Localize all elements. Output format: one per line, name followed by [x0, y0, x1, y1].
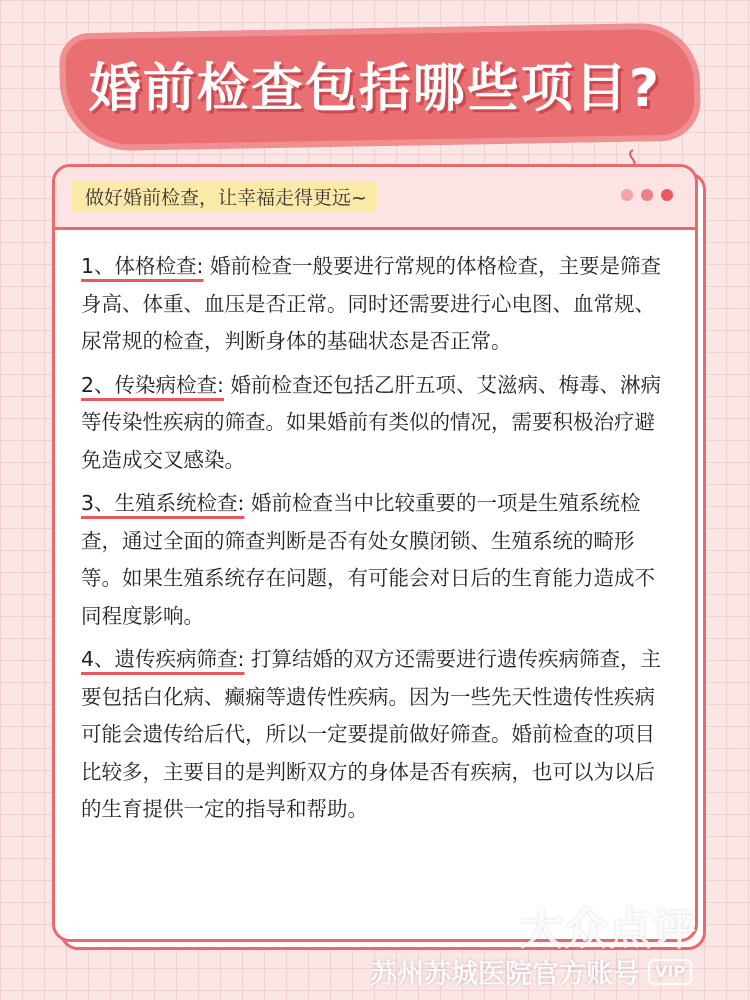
item-genetic-screening [81, 641, 669, 829]
article-body [55, 230, 695, 829]
window-dots [621, 189, 673, 201]
card-header [55, 167, 695, 230]
watermark-account-text: 苏州苏城医院官方账号 [370, 959, 640, 990]
page-title: 婚前检查包括哪些项目? [88, 59, 662, 119]
watermark-brand [520, 893, 696, 957]
item-text: 婚前检查还包括乙肝五项、艾滋病、梅毒、淋病等传染性疾病的筛查。如果婚前有类似的情况，需要积极治疗避免造成交叉感染。 [81, 372, 661, 472]
item-physical-exam [81, 248, 669, 361]
content-card [52, 164, 698, 942]
item-heading: 2、传染病检查: [81, 372, 224, 397]
dot-dark [661, 189, 673, 201]
item-heading: 4、遗传疾病筛查: [81, 647, 245, 671]
item-heading: 3、生殖系统检查: [81, 491, 245, 515]
item-heading: 1、体格检查: [81, 254, 204, 278]
item-text: 打算结婚的双方还需要进行遗传疾病筛查，主要包括白化病、癫痫等遗传性疾病。因为一些先天性遗传性疾病可能会遗传给后代，所以一定要提前做好筛查。婚前检查的项目比较多，主要目的是判断双方的身体是否有疾病，也可以为以后的生育提供一定的指导和帮助。 [81, 647, 661, 821]
item-reproductive-exam [81, 485, 669, 635]
subtitle: 做好婚前检查，让幸福走得更远~ [71, 181, 377, 212]
item-infectious-exam [81, 367, 669, 480]
item-text: 婚前检查当中比较重要的一项是生殖系统检查，通过全面的筛查判断是否有处女膜闭锁、生殖系统的畸形等。如果生殖系统存在问题，有可能会对日后的生育能力造成不同程度影响。 [81, 491, 655, 628]
watermark-account [370, 952, 692, 991]
watermark-brand-text: 大众点评 [520, 904, 696, 955]
dot-light [621, 189, 633, 201]
vip-badge: VIP [648, 959, 692, 985]
dot-mid [641, 189, 653, 201]
item-text: 婚前检查一般要进行常规的体格检查，主要是筛查身高、体重、血压是否正常。同时还需要进行心电图、血常规、尿常规的检查，判断身体的基础状态是否正常。 [81, 254, 661, 353]
